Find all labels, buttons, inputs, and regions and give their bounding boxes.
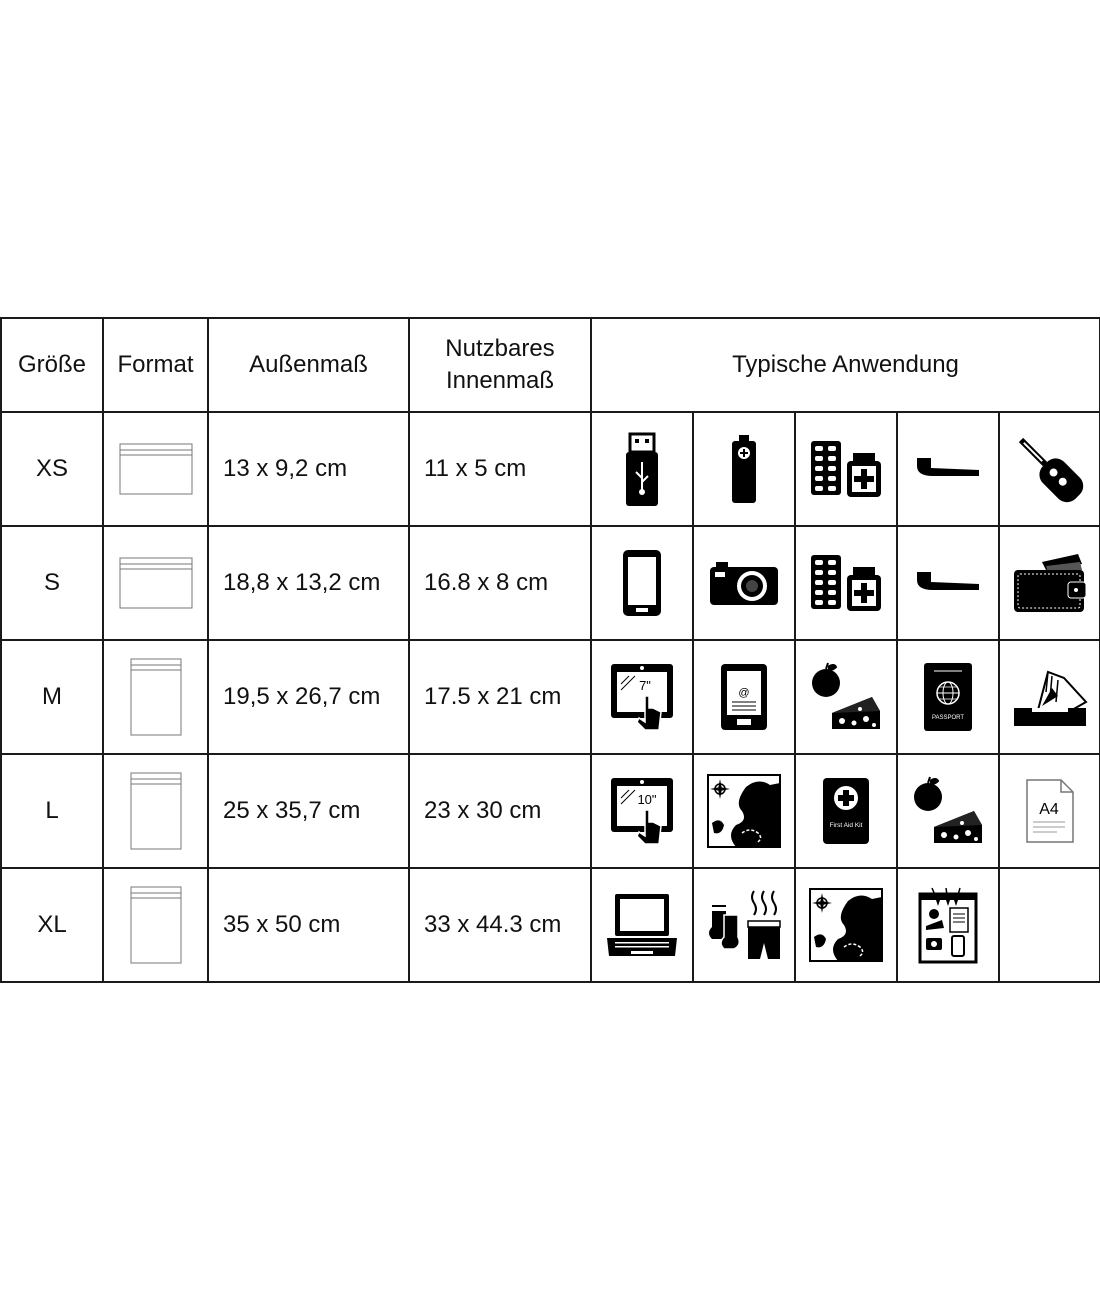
size-label: S [1,526,103,640]
pills-medicine-icon [795,526,897,640]
tablet-10-icon [591,754,693,868]
header-outer-dimensions: Außenmaß [208,318,409,412]
tablet-7-icon [591,640,693,754]
size-label: XL [1,868,103,982]
size-table-wrapper [0,317,1100,983]
size-label: L [1,754,103,868]
format-landscape-bag-icon [103,412,208,526]
ereader-at-symbol: @ [738,687,750,699]
outer-dimensions: 25 x 35,7 cm [208,754,409,868]
format-portrait-bag-icon [103,754,208,868]
tablet-size-label: 10" [637,792,657,807]
battery-icon [693,412,795,526]
ereader-icon [693,640,795,754]
passport-icon [897,640,999,754]
pipe-icon [897,526,999,640]
size-label: M [1,640,103,754]
laptop-icon [591,868,693,982]
pipe-icon [897,412,999,526]
first-aid-label: First Aid Kit [829,822,863,829]
a4-document-icon [999,754,1100,868]
table-row [1,412,1100,526]
size-label: XS [1,412,103,526]
header-size: Größe [1,318,103,412]
map-icon [693,754,795,868]
header-inner-line2: Innenmaß [445,367,555,394]
format-portrait-bag-icon [103,868,208,982]
table-row [1,526,1100,640]
inner-dimensions: 23 x 30 cm [409,754,591,868]
inner-dimensions: 17.5 x 21 cm [409,640,591,754]
format-portrait-bag-icon [103,640,208,754]
outer-dimensions: 13 x 9,2 cm [208,412,409,526]
header-inner-line1: Nutzbares [445,335,555,362]
inner-dimensions: 33 x 44.3 cm [409,868,591,982]
header-row [1,318,1100,412]
format-landscape-bag-icon [103,526,208,640]
table-row [1,754,1100,868]
socks-underwear-icon [693,868,795,982]
header-typical-usage: Typische Anwendung [591,318,1100,412]
empty-usage-cell [999,868,1100,982]
table-row [1,640,1100,754]
outer-dimensions: 18,8 x 13,2 cm [208,526,409,640]
map-icon [795,868,897,982]
outer-dimensions: 19,5 x 26,7 cm [208,640,409,754]
inner-dimensions: 11 x 5 cm [409,412,591,526]
first-aid-kit-icon [795,754,897,868]
a4-label: A4 [1038,801,1059,818]
apple-cheese-icon [795,640,897,754]
tablet-size-label: 7" [639,678,651,693]
header-format: Format [103,318,208,412]
outer-dimensions: 35 x 50 cm [208,868,409,982]
size-table [0,317,1100,983]
table-row [1,868,1100,982]
car-key-icon [999,412,1100,526]
pills-medicine-icon [795,412,897,526]
usb-stick-icon [591,412,693,526]
passport-label: PASSPORT [931,715,965,721]
camera-icon [693,526,795,640]
wallet-icon [999,526,1100,640]
organizer-bag-icon [897,868,999,982]
tissue-box-icon [999,640,1100,754]
inner-dimensions: 16.8 x 8 cm [409,526,591,640]
smartphone-icon [591,526,693,640]
header-inner-dimensions [409,318,591,412]
apple-cheese-icon [897,754,999,868]
